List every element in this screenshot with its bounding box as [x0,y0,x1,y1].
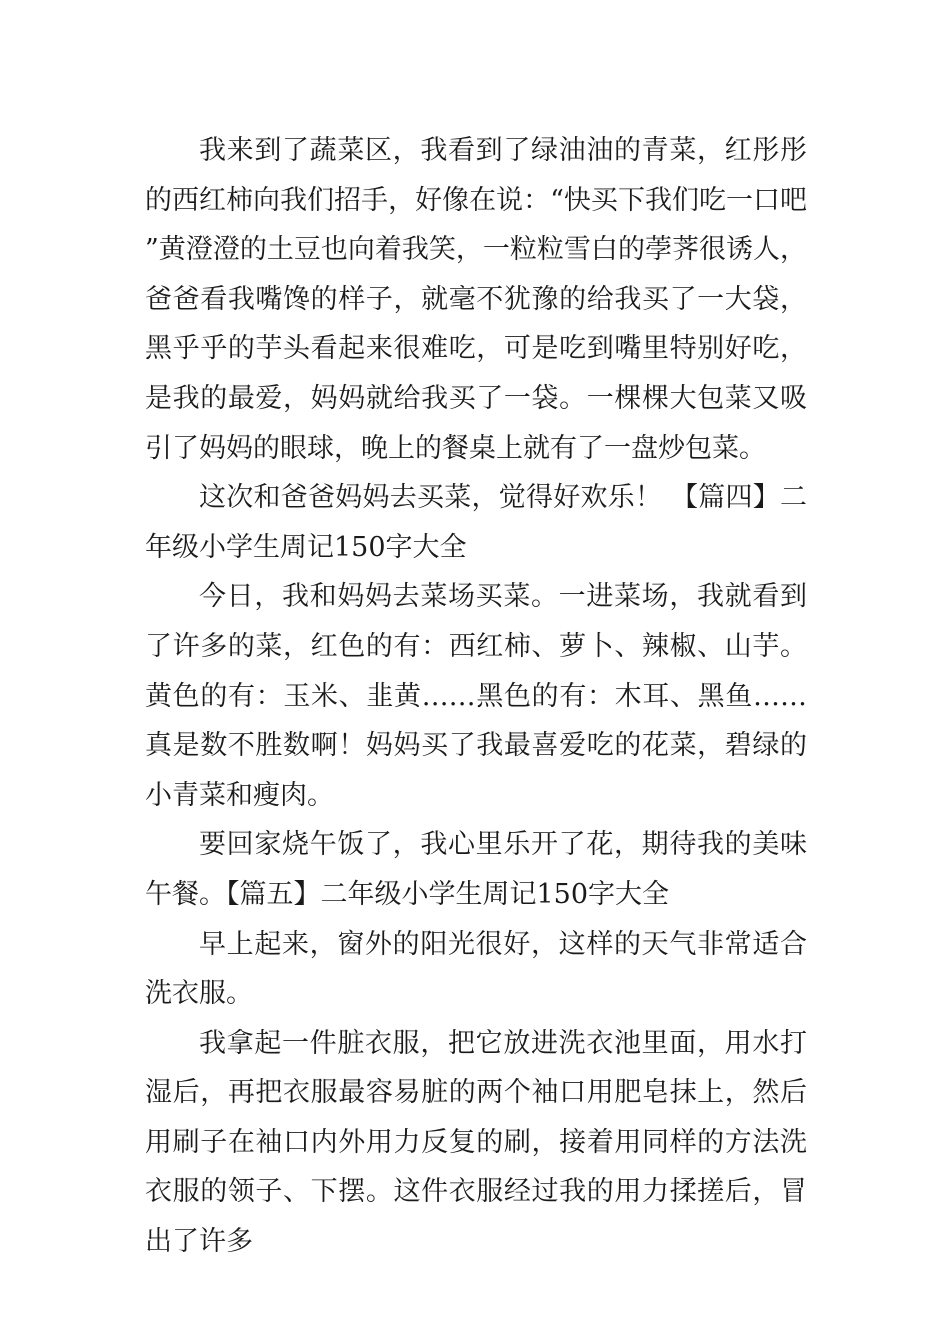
paragraph-morning-sunshine: 早上起来，窗外的阳光很好，这样的天气非常适合洗衣服。 [145,928,807,1010]
paragraph-market-visit: 今日，我和妈妈去菜场买菜。一进菜场，我就看到了许多的菜，红色的有：西红柿、萝卜、辣椒、山芋。黄色的有：玉米、韭黄……黑色的有：木耳、黑鱼……真是数不胜数啊！妈妈买了我最喜爱吃的花菜，碧绿的小青菜和瘦肉。 [145,581,807,811]
document-body [145,126,807,1267]
paragraph-washing-clothes: 我拿起一件脏衣服，把它放进洗衣池里面，用水打湿后，再把衣服最容易脏的两个袖口用肥皂抹上，然后用刷子在袖口内外用力反复的刷，接着用同样的方法洗衣服的领子、下摆。这件衣服经过我的用力揉搓后，冒出了许多 [145,1027,807,1258]
paragraph-shopping-joy-and-part-four-title: 这次和爸爸妈妈去买菜，觉得好欢乐！ 【篇四】二年级小学生周记150字大全 [145,482,807,563]
paragraph-vegetable-area: 我来到了蔬菜区，我看到了绿油油的青菜，红彤彤的西红柿向我们招手，好像在说：“快买下我们吃一口吧”黄澄澄的土豆也向着我笑，一粒粒雪白的荸荠很诱人，爸爸看我嘴馋的样子，就毫不犹豫的给我买了一大袋，黑乎乎的芋头看起来很难吃，可是吃到嘴里特别好吃，是我的最爱，妈妈就给我买了一袋。一棵棵大包菜又吸引了妈妈的眼球，晚上的餐桌上就有了一盘炒包菜。 [145,135,807,464]
paragraph-lunch-and-part-five-title: 要回家烧午饭了，我心里乐开了花，期待我的美味午餐。【篇五】二年级小学生周记150字大全 [145,829,807,910]
